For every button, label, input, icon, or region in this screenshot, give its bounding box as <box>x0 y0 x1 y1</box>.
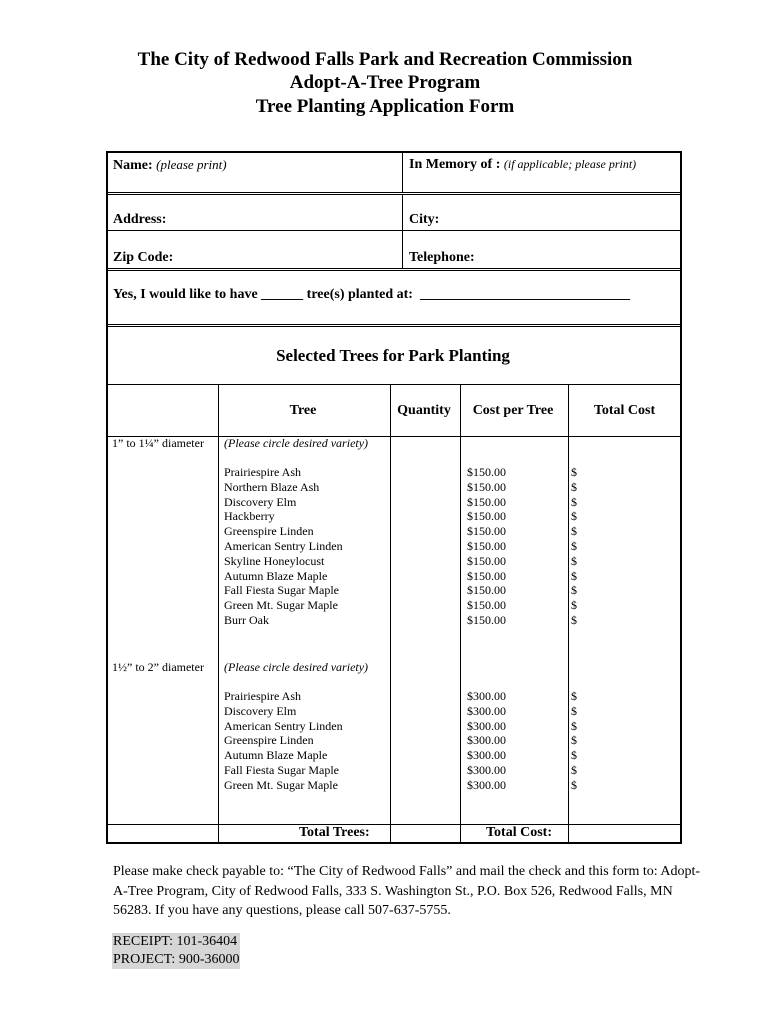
cost-per-tree-value: $150.00 <box>467 612 506 627</box>
cost-per-tree-value: $300.00 <box>467 718 506 733</box>
trees-section-title: Selected Trees for Park Planting <box>276 346 510 365</box>
price-list-large <box>467 689 506 793</box>
form-title-organization: The City of Redwood Falls Park and Recreation Commission <box>137 49 633 70</box>
tree-option[interactable]: Green Mt. Sugar Maple <box>224 777 338 792</box>
address-field[interactable]: Address: <box>113 212 167 227</box>
form-title-program: Adopt-A-Tree Program <box>289 72 481 93</box>
tree-option[interactable]: Skyline Honeylocust <box>224 553 325 568</box>
total-cost-entry[interactable]: $ <box>571 553 577 568</box>
column-header-total-cost: Total Cost <box>593 403 656 418</box>
column-header-tree: Tree <box>289 403 317 418</box>
divider <box>108 270 680 271</box>
tree-list-large <box>224 689 343 793</box>
size-label-large: 1½” to 2” diameter <box>112 660 204 674</box>
size-label-small: 1” to 1¼” diameter <box>112 436 204 450</box>
tree-option[interactable]: Autumn Blaze Maple <box>224 568 328 583</box>
divider <box>108 326 680 327</box>
total-cost-entry[interactable]: $ <box>571 703 577 718</box>
cost-per-tree-value: $150.00 <box>467 524 506 539</box>
cost-per-tree-value: $150.00 <box>467 494 506 509</box>
tree-option[interactable]: Fall Fiesta Sugar Maple <box>224 762 339 777</box>
name-field[interactable] <box>113 157 227 174</box>
cost-per-tree-value: $150.00 <box>467 509 506 524</box>
column-header-quantity: Quantity <box>397 403 451 418</box>
divider <box>108 194 680 195</box>
cost-per-tree-value: $300.00 <box>467 703 506 718</box>
cost-per-tree-value: $150.00 <box>467 538 506 553</box>
tree-option[interactable]: American Sentry Linden <box>224 718 343 733</box>
divider <box>108 268 680 269</box>
tree-option[interactable]: Burr Oak <box>224 612 269 627</box>
in-memory-field[interactable] <box>409 157 636 173</box>
cost-per-tree-value: $150.00 <box>467 583 506 598</box>
divider <box>108 384 680 385</box>
tree-option[interactable]: Discovery Elm <box>224 494 297 509</box>
divider <box>390 384 391 844</box>
tree-option[interactable]: Green Mt. Sugar Maple <box>224 598 338 613</box>
name-label: Name: <box>113 158 153 173</box>
name-hint: (please print) <box>156 157 227 172</box>
total-cost-entry[interactable]: $ <box>571 465 577 479</box>
tree-list-small <box>224 465 343 628</box>
total-cost-entry[interactable]: $ <box>571 479 577 494</box>
in-memory-hint: (if applicable; please print) <box>503 157 637 171</box>
tree-option[interactable]: Fall Fiesta Sugar Maple <box>224 583 339 598</box>
total-cost-entry[interactable]: $ <box>571 568 577 583</box>
total-trees-label: Total Trees: <box>299 825 370 840</box>
cost-per-tree-value: $150.00 <box>467 598 506 613</box>
total-cost-entry[interactable]: $ <box>571 733 577 748</box>
project-code: PROJECT: 900-36000 <box>113 952 240 967</box>
total-cost-entry[interactable]: $ <box>571 689 577 703</box>
zip-code-field[interactable]: Zip Code: <box>113 250 174 265</box>
tree-option[interactable]: Hackberry <box>224 509 275 524</box>
telephone-field[interactable]: Telephone: <box>409 250 475 265</box>
receipt-code: RECEIPT: 101-36404 <box>113 934 238 949</box>
cost-per-tree-value: $150.00 <box>467 479 506 494</box>
cost-per-tree-value: $300.00 <box>467 689 506 703</box>
in-memory-label: In Memory of : <box>409 157 501 172</box>
total-cost-entry[interactable]: $ <box>571 612 577 627</box>
divider <box>108 230 680 231</box>
divider <box>108 324 680 325</box>
divider <box>108 192 680 193</box>
total-cost-entry[interactable]: $ <box>571 777 577 792</box>
column-header-cost-per-tree: Cost per Tree <box>472 403 554 418</box>
variety-note: (Please circle desired variety) <box>224 436 369 450</box>
cost-per-tree-value: $150.00 <box>467 553 506 568</box>
total-cost-entry[interactable]: $ <box>571 762 577 777</box>
price-list-small <box>467 465 506 628</box>
divider <box>402 194 403 268</box>
tree-option[interactable]: American Sentry Linden <box>224 538 343 553</box>
form-title-form: Tree Planting Application Form <box>255 96 515 117</box>
divider <box>402 153 403 192</box>
total-cost-entry[interactable]: $ <box>571 524 577 539</box>
total-cost-entry[interactable]: $ <box>571 538 577 553</box>
tree-option[interactable]: Discovery Elm <box>224 703 297 718</box>
divider <box>460 384 461 844</box>
total-list-large <box>571 689 577 793</box>
cost-per-tree-value: $300.00 <box>467 733 506 748</box>
cost-per-tree-value: $150.00 <box>467 568 506 583</box>
divider <box>568 384 569 844</box>
payment-instructions: Please make check payable to: “The City of Redwood Falls” and mail the check and this form to: Adopt-A-Tree Program, City of Redwood Falls, 333 S. Washington St., P.O. Box 526, Redwood Falls, MN 56283. If you have any questions, please call 507-637-5755. <box>113 864 701 918</box>
total-cost-label: Total Cost: <box>486 825 552 840</box>
tree-option[interactable]: Greenspire Linden <box>224 733 314 748</box>
total-cost-entry[interactable]: $ <box>571 748 577 763</box>
tree-option[interactable]: Prairiespire Ash <box>224 689 301 703</box>
divider <box>218 384 219 844</box>
city-field[interactable]: City: <box>409 212 440 227</box>
cost-per-tree-value: $150.00 <box>467 465 506 479</box>
tree-option[interactable]: Greenspire Linden <box>224 524 314 539</box>
tree-option[interactable]: Prairiespire Ash <box>224 465 301 479</box>
total-cost-entry[interactable]: $ <box>571 598 577 613</box>
total-list-small <box>571 465 577 628</box>
tree-option[interactable]: Autumn Blaze Maple <box>224 748 328 763</box>
total-cost-entry[interactable]: $ <box>571 494 577 509</box>
cost-per-tree-value: $300.00 <box>467 748 506 763</box>
divider <box>108 824 680 825</box>
total-cost-entry[interactable]: $ <box>571 509 577 524</box>
application-form <box>106 151 682 844</box>
planting-request-field[interactable]: Yes, I would like to have ______ tree(s) planted at: ______________________________ <box>113 287 630 302</box>
receipt-project-codes <box>112 933 240 969</box>
tree-option[interactable]: Northern Blaze Ash <box>224 479 320 494</box>
variety-note: (Please circle desired variety) <box>224 660 369 674</box>
cost-per-tree-value: $300.00 <box>467 777 506 792</box>
total-cost-entry[interactable]: $ <box>571 718 577 733</box>
cost-per-tree-value: $300.00 <box>467 762 506 777</box>
total-cost-entry[interactable]: $ <box>571 583 577 598</box>
